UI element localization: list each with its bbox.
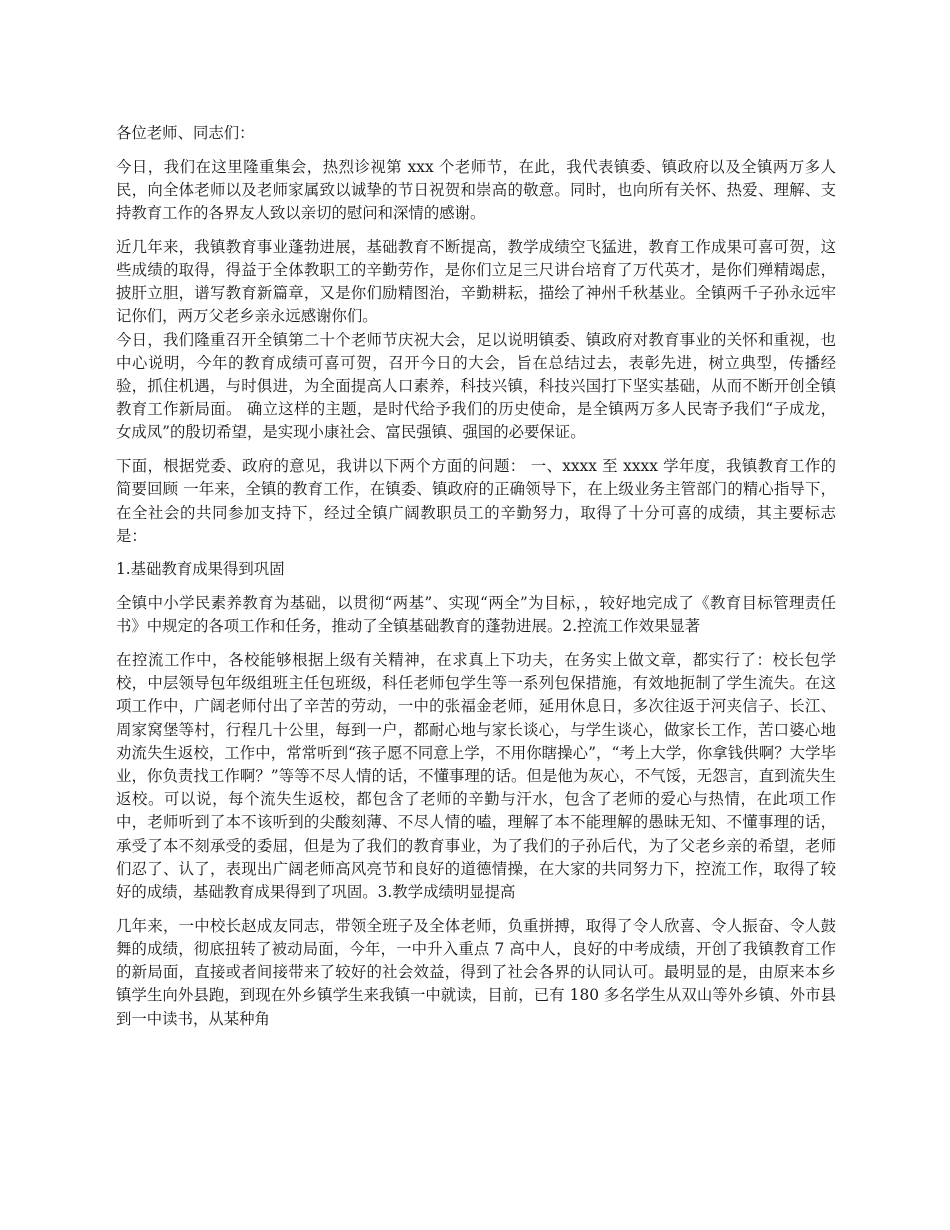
paragraph-achievements: 近几年来，我镇教育事业蓬勃进展，基础教育不断提高，教学成绩空飞猛进，教育工作成果可喜可贺，这些成绩的取得，得益于全体教职工的辛勤劳作，是你们立足三尺讲台培育了万代英才，是你们殚精竭虑，披肝立胆，谱写教育新篇章，又是你们励精图治，辛勤耕耘，描绘了神州千秋基业。全镇两千子孙永远牢记你们，两万父老乡亲永远感谢你们。	[116, 237, 836, 326]
paragraph-dropout-control: 在控流工作中，各校能够根据上级有关精神，在求真上下功夫，在务实上做文章，都实行了：校长包学校，中层领导包年级组班主任包班级，科任老师包学生等一系列包保措施，有效地扼制了学生流失。在这项工作中，广阔老师付出了辛苦的劳动，一中的张福金老师，延用休息日，多次往返于河夹信子、长江、周家窝堡等村，行程几十公里，每到一户，都耐心地与家长谈心，与学生谈心，做家长工作，苦口婆心地劝流失生返校，工作中，常常听到“孩子愿不同意上学，不用你瞎操心”，“考上大学，你拿钱供啊？大学毕业，你负责找工作啊？”等等不尽人情的话，不懂事理的话。但是他为灰心，不气馁，无怨言，直到流失生返校。可以说，每个流失生返校，都包含了老师的辛勤与汗水，包含了老师的爱心与热情，在此项工作中，老师听到了本不该听到的尖酸刻薄、不尽人情的嗑，理解了本不能理解的愚昧无知、不懂事理的话，承受了本不刻承受的委屈，但是为了我们的教育事业，为了我们的子孙后代，为了父老乡亲的希望，老师们忍了、认了，表现出广阔老师高风亮节和良好的道德情操，在大家的共同努力下，控流工作，取得了较好的成绩，基础教育成果得到了巩固。3.教学成绩明显提高	[116, 651, 836, 902]
paragraph-teaching-results: 几年来，一中校长赵成友同志，带领全班子及全体老师，负重拼搏，取得了令人欣喜、令人振奋、令人鼓舞的成绩，彻底扭转了被动局面，今年，一中升入重点 7 高中人，良好的中考成绩，开创了我镇教育工作的新局面，直接或者间接带来了较好的社会效益，得到了社会各界的认同认可。最明显的是，由原来本乡镇学生向外县跑，到现在外乡镇学生来我镇一中就读，目前，已有 180 多名学生从双山等外乡镇、外市县到一中读书，从某种角	[116, 916, 836, 1028]
section-heading-basic-education: 1.基础教育成果得到巩固	[116, 560, 285, 579]
salutation: 各位老师、同志们：	[116, 124, 255, 142]
paragraph-basic-education: 全镇中小学民素养教育为基础，以贯彻“两基”、实现“两全”为目标，，较好地完成了《教育目标管理责任书》中规定的各项工作和任务，推动了全镇基础教育的蓬勃进展。2.控流工作效果显著	[116, 594, 836, 636]
paragraph-conference: 今日，我们隆重召开全镇第二十个老师节庆祝大会，足以说明镇委、镇政府对教育事业的关怀和重视，也中心说明，今年的教育成绩可喜可贺，召开今日的大会，旨在总结过去，表彰先进，树立典型，传播经验，抓住机遇，与时俱进，为全面提高人口素养，科技兴镇，科技兴国打下坚实基础，从而不断开创全镇教育工作新局面。 确立这样的主题，是时代给予我们的历史使命，是全镇两万多人民寄予我们“子成龙，女成凤”的殷切希望，是实现小康社会、富民强镇、强国的必要保证。	[116, 330, 836, 442]
paragraph-opening: 今日，我们在这里隆重集会，热烈诊视第 xxx 个老师节，在此，我代表镇委、镇政府以及全镇两万多人民，向全体老师以及老师家属致以诚挚的节日祝贺和崇高的敬意。同时，也向所有关怀、热爱、理解、支持教育工作的各界友人致以亲切的慰问和深情的感谢。	[116, 157, 836, 223]
paragraph-review: 下面，根据党委、政府的意见，我讲以下两个方面的问题： 一、xxxx 至 xxxx 学年度，我镇教育工作的简要回顾 一年来，全镇的教育工作，在镇委、镇政府的正确领导下，在上级业务主管部门的精心指导下，在全社会的共同参加支持下，经过全镇广阔教职员工的辛勤努力，取得了十分可喜的成绩，其主要标志是：	[116, 457, 836, 545]
document-body	[116, 122, 836, 1041]
